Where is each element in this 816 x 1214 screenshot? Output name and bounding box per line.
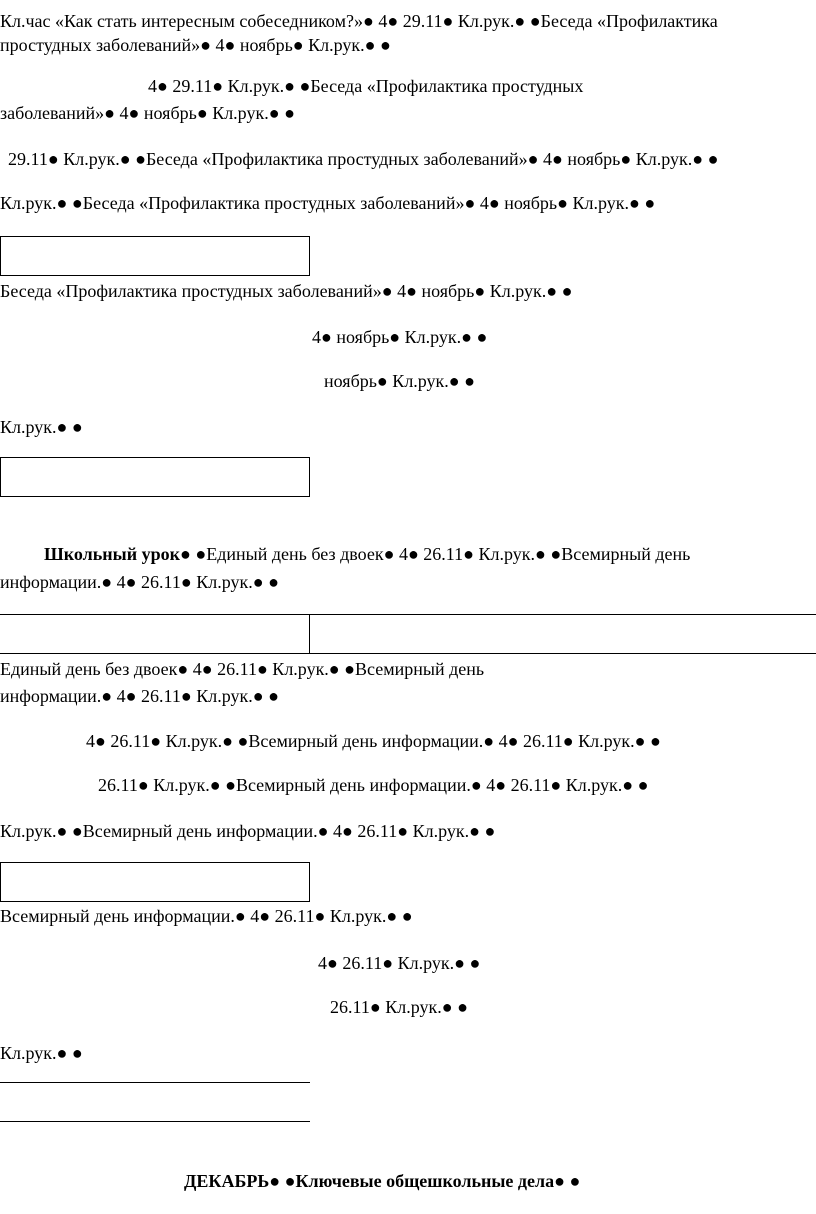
table-rule-bottom [0,653,816,654]
text-line-17: Кл.рук.● ●Всемирный день информации.● 4● 26.11● Кл.рук.● ● [0,821,496,841]
school-lesson-heading: Школьный урок● ● [44,544,207,564]
text-line-15: 4● 26.11● Кл.рук.● ●Всемирный день информации.● 4● 26.11● Кл.рук.● ● [86,731,661,751]
text-line-21: Кл.рук.● ● [0,1043,83,1063]
text-line-16: 26.11● Кл.рук.● ●Всемирный день информации.● 4● 26.11● Кл.рук.● ● [98,775,649,795]
text-line-1: Кл.час «Как стать интересным собеседником?»● 4● 29.11● Кл.рук.● ●Беседа «Профилактика [0,11,718,31]
text-line-11-rest: Единый день без двоек● 4● 26.11● Кл.рук.● ●Всемирный день [206,544,691,564]
text-line-11 [44,541,690,567]
text-line-6: Кл.рук.● ●Беседа «Профилактика простудных заболеваний»● 4● ноябрь● Кл.рук.● ● [0,193,656,213]
text-line-4: заболеваний»● 4● ноябрь● Кл.рук.● ● [0,103,295,123]
table-cell-empty-1 [0,236,310,276]
table-cell-empty-3 [0,862,310,902]
text-line-9: ноябрь● Кл.рук.● ● [324,371,476,391]
text-line-12: информации.● 4● 26.11● Кл.рук.● ● [0,572,279,592]
text-line-13: Единый день без двоек● 4● 26.11● Кл.рук.● ●Всемирный день [0,659,485,679]
december-heading-text: ДЕКАБРЬ● ●Ключевые общешкольные дела● ● [184,1171,581,1191]
text-line-2: простудных заболеваний»● 4● ноябрь● Кл.рук.● ● [0,35,391,55]
table-cell-empty-2 [0,457,310,497]
table-rule-4 [0,1082,310,1083]
text-line-7: Беседа «Профилактика простудных заболеваний»● 4● ноябрь● Кл.рук.● ● [0,281,573,301]
table-rule-divider [309,614,310,654]
text-line-3: 4● 29.11● Кл.рук.● ●Беседа «Профилактика простудных [148,76,584,96]
table-rule-top [0,614,816,615]
december-heading [184,1168,580,1194]
text-line-20: 26.11● Кл.рук.● ● [330,997,468,1017]
text-line-14: информации.● 4● 26.11● Кл.рук.● ● [0,686,279,706]
table-rule-5 [0,1121,310,1122]
text-line-5: 29.11● Кл.рук.● ●Беседа «Профилактика простудных заболеваний»● 4● ноябрь● Кл.рук.● ● [8,149,719,169]
text-line-10: Кл.рук.● ● [0,417,83,437]
text-line-18: Всемирный день информации.● 4● 26.11● Кл.рук.● ● [0,906,413,926]
text-line-8: 4● ноябрь● Кл.рук.● ● [312,327,488,347]
text-line-19: 4● 26.11● Кл.рук.● ● [318,953,481,973]
